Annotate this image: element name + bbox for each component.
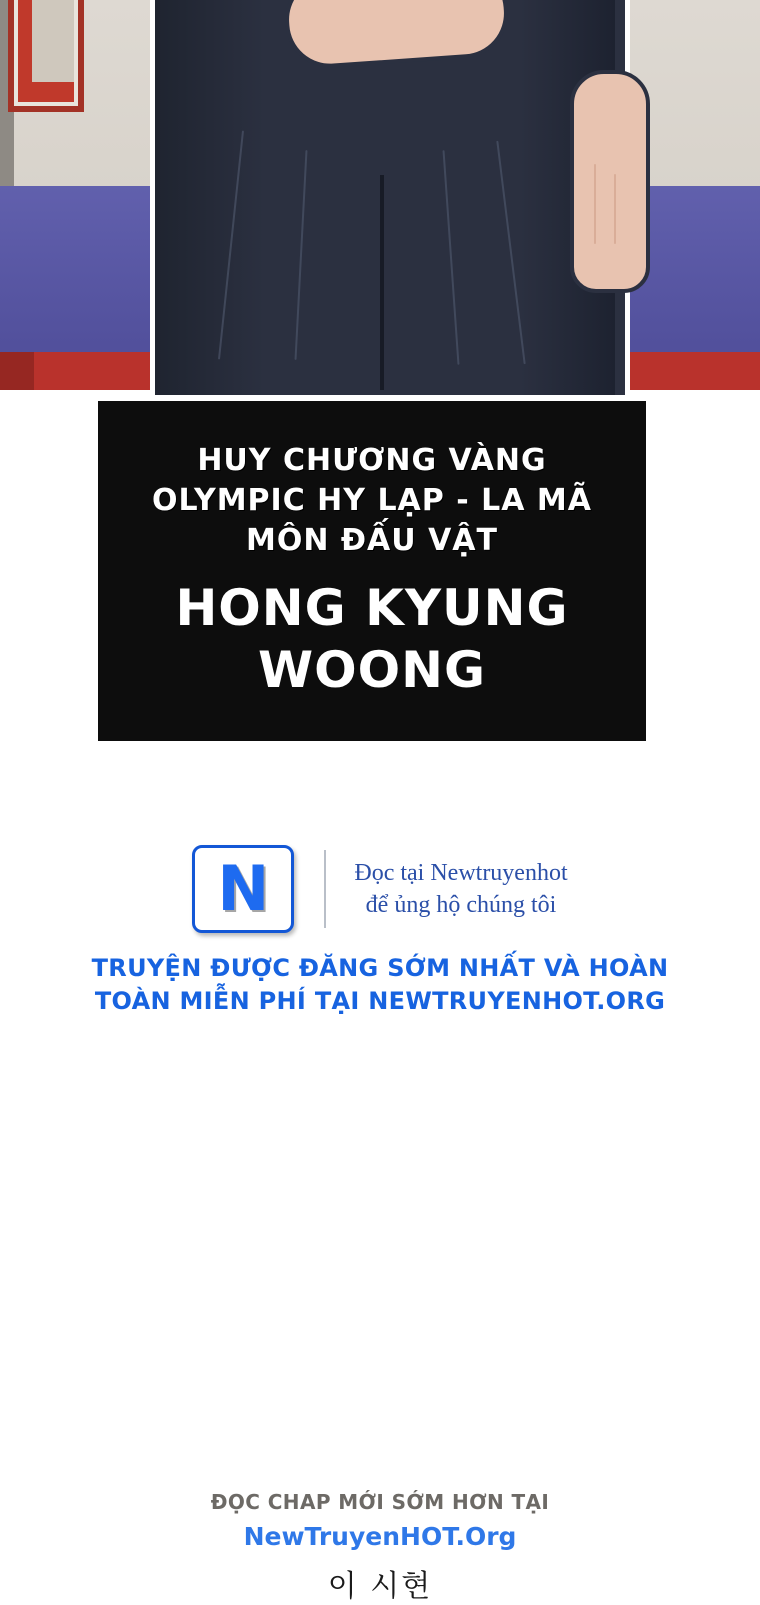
caption-subtitle [152,441,592,561]
caption-character-name [175,577,568,701]
caption-name-line-1: HONG KYUNG [175,579,569,637]
branding-tagline-line-1: Đọc tại Newtruyenhot [354,860,568,886]
panel-picture-frame-inner [32,0,74,82]
promo-line-2: TOÀN MIỄN PHÍ TẠI NEWTRUYENHOT.ORG [94,987,666,1015]
caption-box [98,401,646,741]
caption-name-line-2: WOONG [257,641,487,699]
branding-tagline-line-2: để ủng hộ chúng tôi [365,892,557,918]
panel-figure-hand [570,70,650,293]
promo-text [0,952,760,1018]
logo-letter: N [217,852,270,925]
panel-figure-finger [614,174,616,244]
caption-line-3: MÔN ĐẤU VẬT [246,523,498,558]
footer-site-link[interactable]: NewTruyenHOT.Org [243,1522,517,1551]
panel-red-band-shadow [0,352,34,392]
newtruyenhot-logo-icon[interactable] [192,845,294,933]
panel-picture-frame [8,0,84,112]
footer-korean-text: 이 시현 [327,1569,433,1604]
panel-figure-shading-left [155,0,265,395]
panel-figure-finger [594,164,596,244]
footer-notice: ĐỌC CHAP MỚI SỚM HƠN TẠI [210,1490,550,1514]
branding-divider [324,850,326,928]
caption-line-2: OLYMPIC HY LẠP - LA MÃ [152,483,592,518]
promo-line-1: TRUYỆN ĐƯỢC ĐĂNG SỚM NHẤT VÀ HOÀN [91,954,669,982]
branding-tagline [354,857,567,921]
caption-line-1: HUY CHƯƠNG VÀNG [197,443,547,478]
panel-figure-leg-split [380,175,384,390]
footer [0,1490,760,1605]
branding-block [0,845,760,933]
